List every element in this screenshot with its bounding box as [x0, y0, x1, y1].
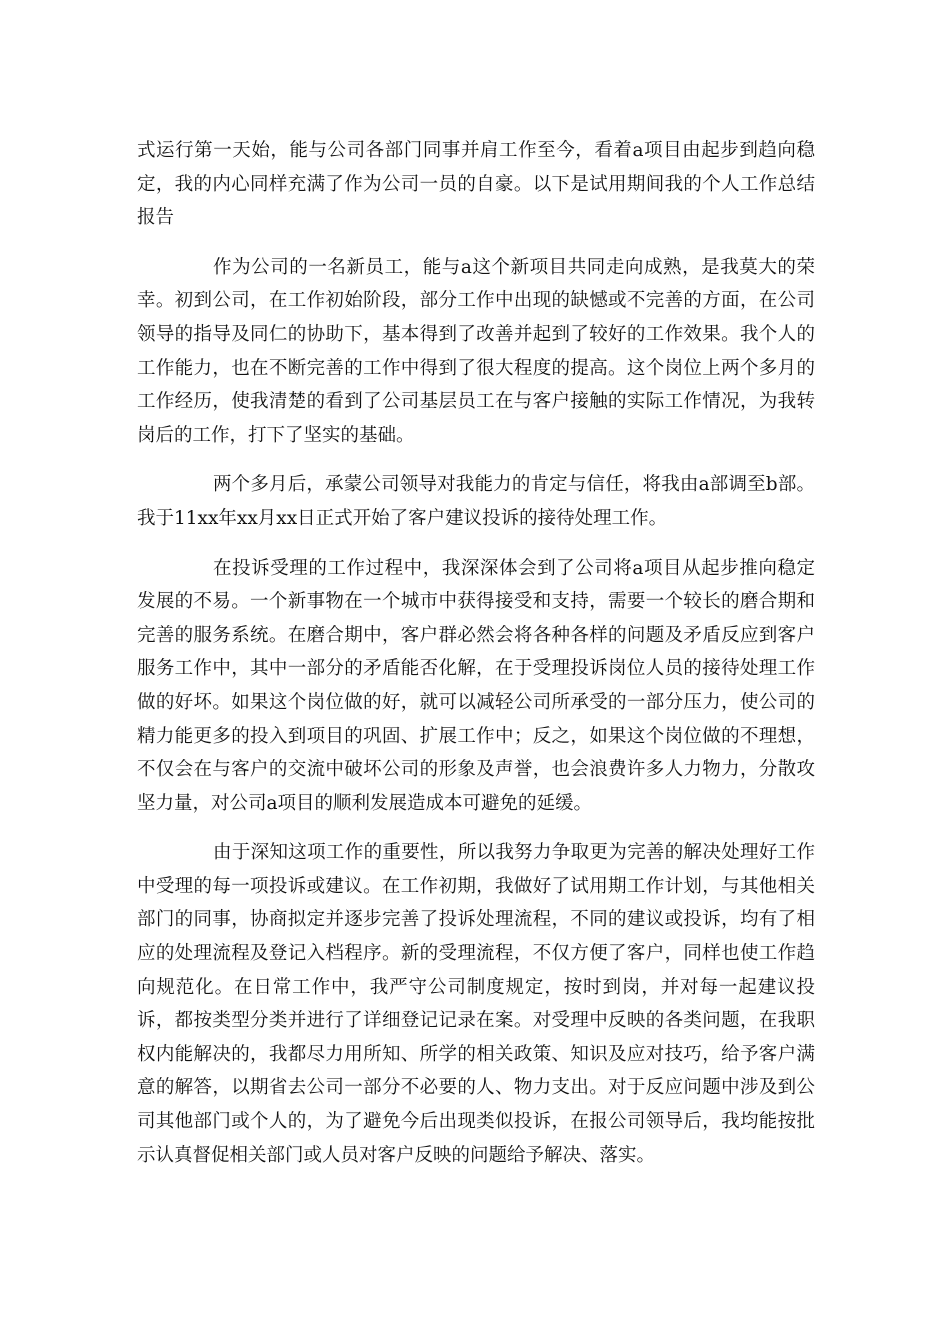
- document-body: [137, 134, 815, 1188]
- paragraph-complaint-handling: 在投诉受理的工作过程中，我深深体会到了公司将a项目从起步推向稳定发展的不易。一个新事物在一个城市中获得接受和支持，需要一个较长的磨合期和完善的服务系统。在磨合期中，客户群必然会将各种各样的问题及矛盾反应到客户服务工作中，其中一部分的矛盾能否化解，在于受理投诉岗位人员的接待处理工作做的好坏。如果这个岗位做的好，就可以减轻公司所承受的一部分压力，使公司的精力能更多的投入到项目的巩固、扩展工作中；反之，如果这个岗位做的不理想，不仅会在与客户的交流中破坏公司的形象及声誉，也会浪费许多人力物力，分散攻坚力量，对公司a项目的顺利发展造成本可避免的延缓。: [137, 557, 815, 814]
- paragraph-continuation: 式运行第一天始，能与公司各部门同事并肩工作至今，看着a项目由起步到趋向稳定，我的内心同样充满了作为公司一员的自豪。以下是试用期间我的个人工作总结报告: [137, 140, 815, 229]
- paragraph-new-employee: 作为公司的一名新员工，能与a这个新项目共同走向成熟，是我莫大的荣幸。初到公司，在工作初始阶段，部分工作中出现的缺憾或不完善的方面，在公司领导的指导及同仁的协助下，基本得到了改善并起到了较好的工作效果。我个人的工作能力，也在不断完善的工作中得到了很大程度的提高。这个岗位上两个多月的工作经历，使我清楚的看到了公司基层员工在与客户接触的实际工作情况，为我转岗后的工作，打下了坚实的基础。: [137, 256, 815, 446]
- paragraph-transfer: 两个多月后，承蒙公司领导对我能力的肯定与信任，将我由a部调至b部。我于11xx年xx月xx日正式开始了客户建议投诉的接待处理工作。: [137, 474, 815, 529]
- paragraph-work-improvement: 由于深知这项工作的重要性，所以我努力争取更为完善的解决处理好工作中受理的每一项投诉或建议。在工作初期，我做好了试用期工作计划，与其他相关部门的同事，协商拟定并逐步完善了投诉处理流程，不同的建议或投诉，均有了相应的处理流程及登记入档程序。新的受理流程，不仅方便了客户，同样也使工作趋向规范化。在日常工作中，我严守公司制度规定，按时到岗，并对每一起建议投诉，都按类型分类并进行了详细登记记录在案。对受理中反映的各类问题，在我职权内能解决的，我都尽力用所知、所学的相关政策、知识及应对技巧，给予客户满意的解答，以期省去公司一部分不必要的人、物力支出。对于反应问题中涉及到公司其他部门或个人的，为了避免今后出现类似投诉，在报公司领导后，我均能按批示认真督促相关部门或人员对客户反映的问题给予解决、落实。: [137, 842, 815, 1166]
